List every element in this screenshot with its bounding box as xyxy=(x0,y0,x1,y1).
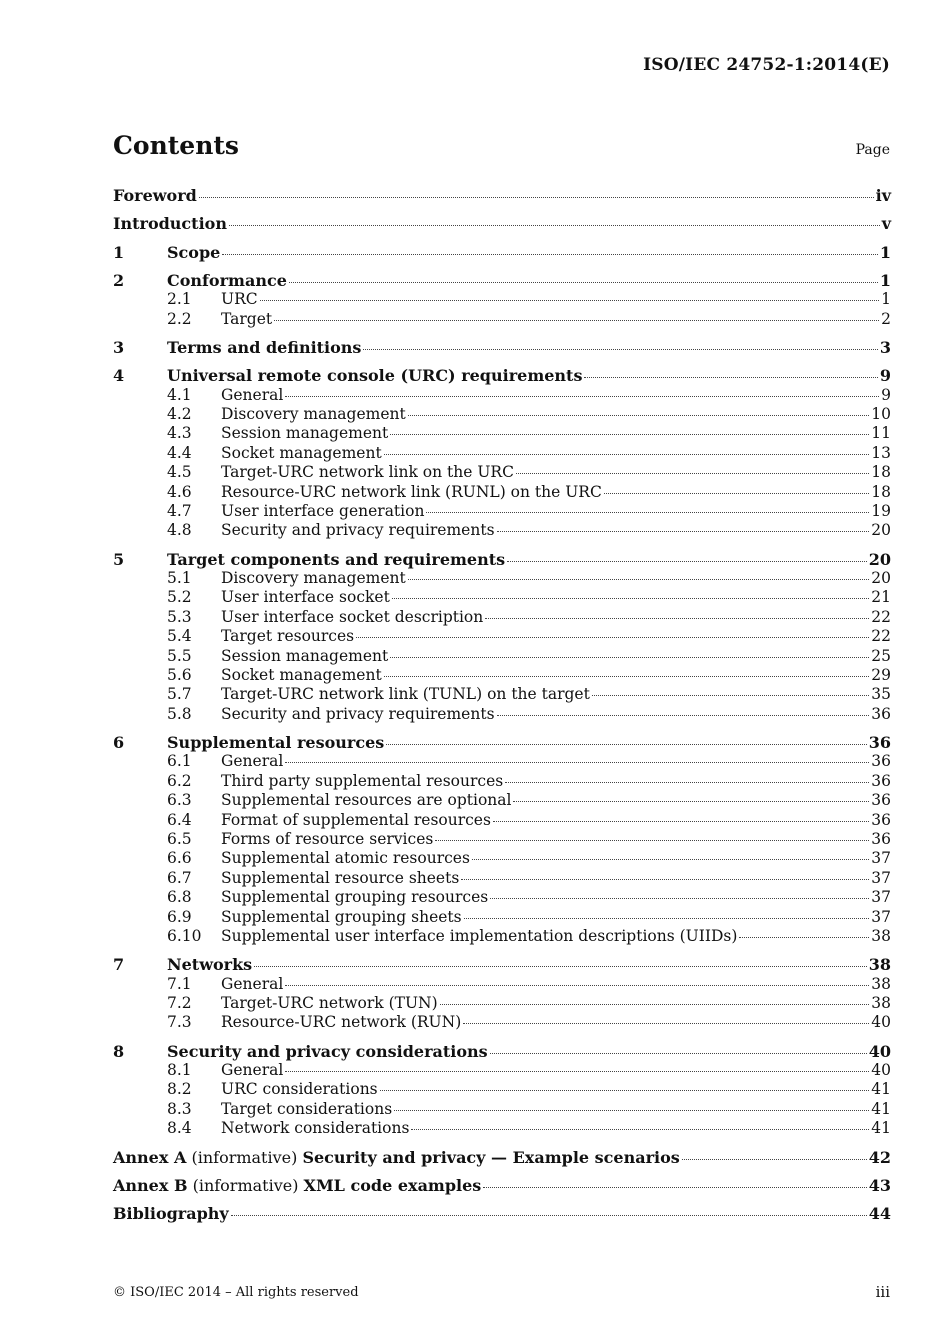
toc-page: 37 xyxy=(871,888,891,907)
toc-page: 40 xyxy=(868,1041,891,1061)
toc-title: Security and privacy requirements xyxy=(221,704,495,723)
toc-title: Supplemental grouping resources xyxy=(221,888,489,907)
toc-title-post: Security and privacy — Example scenarios xyxy=(302,1147,680,1167)
dot-leader xyxy=(285,985,869,986)
dot-leader xyxy=(356,637,869,638)
toc-page: 18 xyxy=(871,482,891,501)
toc-subentry[interactable] xyxy=(113,310,891,329)
toc-title: Supplemental user interface implementation descriptions (UIIDs) xyxy=(221,926,738,945)
toc-title: Session management xyxy=(221,424,389,443)
toc-number: 5.2 xyxy=(167,588,192,607)
toc-title-mid: (informative) xyxy=(186,1147,303,1167)
toc-subentry[interactable] xyxy=(113,830,891,849)
dot-leader xyxy=(363,349,877,350)
toc-title: Socket management xyxy=(221,443,382,462)
toc-entry[interactable] xyxy=(113,550,891,569)
toc-page: 1 xyxy=(879,270,891,290)
table-of-contents xyxy=(113,186,891,1224)
toc-number: 2.2 xyxy=(167,309,192,328)
toc-subentry[interactable] xyxy=(113,1119,891,1138)
dot-leader xyxy=(483,1187,866,1188)
toc-title: Discovery management xyxy=(221,568,406,587)
toc-subentry[interactable] xyxy=(113,705,891,724)
toc-page: 38 xyxy=(871,974,891,993)
dot-leader xyxy=(604,493,869,494)
toc-page: 20 xyxy=(871,521,891,540)
document-id: ISO/IEC 24752-1:2014(E) xyxy=(643,55,890,75)
dot-leader xyxy=(199,197,874,198)
dot-leader xyxy=(229,225,880,226)
toc-title: Scope xyxy=(167,242,221,262)
dot-leader xyxy=(392,598,869,599)
toc-title: Discovery management xyxy=(221,404,406,423)
dot-leader xyxy=(513,801,869,802)
toc-entry[interactable] xyxy=(113,271,891,290)
toc-number: 6.3 xyxy=(167,791,192,810)
page-title: Contents xyxy=(113,131,240,160)
toc-subentry[interactable] xyxy=(113,685,891,704)
toc-page: 1 xyxy=(879,242,891,262)
toc-subentry[interactable] xyxy=(113,927,891,946)
toc-subentry[interactable] xyxy=(113,444,891,463)
dot-leader xyxy=(426,512,869,513)
page-number: iii xyxy=(875,1283,890,1301)
toc-number: 7.3 xyxy=(167,1013,192,1032)
toc-title: General xyxy=(221,385,284,404)
toc-number: 4.2 xyxy=(167,404,192,423)
toc-page: 9 xyxy=(879,366,891,386)
toc-title: Target-URC network link on the URC xyxy=(221,463,514,482)
dot-leader xyxy=(493,821,869,822)
toc-page: iv xyxy=(875,186,891,205)
toc-number: 5 xyxy=(113,549,125,569)
toc-title: Supplemental resource sheets xyxy=(221,868,460,887)
toc-page: 21 xyxy=(871,588,891,607)
toc-number: 4.1 xyxy=(167,385,192,404)
toc-subentry[interactable] xyxy=(113,791,891,810)
dot-leader xyxy=(497,531,870,532)
toc-page: 3 xyxy=(879,337,891,357)
toc-number: 4.4 xyxy=(167,443,192,462)
toc-title: Network considerations xyxy=(221,1119,410,1138)
toc-page: 37 xyxy=(871,907,891,926)
toc-page: 29 xyxy=(871,665,891,684)
toc-number: 5.5 xyxy=(167,646,192,665)
toc-page: v xyxy=(881,214,891,234)
toc-subentry[interactable] xyxy=(113,849,891,868)
toc-title: Supplemental grouping sheets xyxy=(221,907,462,926)
toc-title-pre: Annex B xyxy=(113,1175,188,1195)
toc-title-mid: (informative) xyxy=(187,1175,304,1195)
toc-page: 36 xyxy=(871,810,891,829)
toc-subentry[interactable] xyxy=(113,1013,891,1032)
dot-leader xyxy=(435,840,869,841)
toc-number: 7.2 xyxy=(167,994,192,1012)
toc-subentry[interactable] xyxy=(113,608,891,627)
dot-leader xyxy=(285,396,879,397)
toc-page: 37 xyxy=(871,849,891,868)
toc-page: 44 xyxy=(868,1204,891,1224)
dot-leader xyxy=(254,966,867,967)
dot-leader xyxy=(440,1004,870,1005)
toc-subentry[interactable] xyxy=(113,908,891,927)
toc-page: 36 xyxy=(868,733,891,753)
toc-page: 20 xyxy=(871,568,891,587)
page-column-label: Page xyxy=(855,142,890,158)
toc-number: 6.4 xyxy=(167,810,192,829)
toc-title: User interface generation xyxy=(221,501,425,520)
toc-number: 6.2 xyxy=(167,771,192,790)
toc-title-post: XML code examples xyxy=(303,1175,482,1195)
toc-page: 37 xyxy=(871,868,891,887)
dot-leader xyxy=(390,434,869,435)
toc-title: Target considerations xyxy=(221,1099,393,1118)
dot-leader xyxy=(505,782,869,783)
toc-title: General xyxy=(221,1061,284,1080)
toc-subentry[interactable] xyxy=(113,994,891,1013)
dot-leader xyxy=(380,1090,870,1091)
toc-title: Format of supplemental resources xyxy=(221,810,491,829)
toc-number: 4.5 xyxy=(167,463,192,482)
toc-subentry[interactable] xyxy=(113,405,891,424)
toc-page: 38 xyxy=(871,994,891,1012)
toc-subentry[interactable] xyxy=(113,666,891,685)
toc-subentry[interactable] xyxy=(113,1100,891,1119)
toc-title: Socket management xyxy=(221,665,382,684)
toc-page: 20 xyxy=(868,549,891,569)
toc-subentry[interactable] xyxy=(113,521,891,540)
toc-page: 41 xyxy=(871,1080,891,1099)
dot-leader xyxy=(490,1053,867,1054)
toc-title: Bibliography xyxy=(113,1204,229,1224)
toc-subentry[interactable] xyxy=(113,811,891,830)
toc-number: 6.1 xyxy=(167,752,192,771)
copyright-notice: © ISO/IEC 2014 – All rights reserved xyxy=(113,1285,359,1300)
dot-leader xyxy=(260,300,880,301)
toc-subentry[interactable] xyxy=(113,888,891,907)
dot-leader xyxy=(592,695,869,696)
toc-subentry[interactable] xyxy=(113,1061,891,1080)
dot-leader xyxy=(461,879,869,880)
toc-page: 9 xyxy=(881,385,891,404)
toc-entry[interactable] xyxy=(113,186,891,205)
dot-leader xyxy=(516,473,869,474)
toc-page: 36 xyxy=(871,752,891,771)
toc-subentry[interactable] xyxy=(113,1080,891,1099)
toc-number: 6.5 xyxy=(167,829,192,848)
toc-entry[interactable] xyxy=(113,733,891,752)
dot-leader xyxy=(384,676,870,677)
toc-subentry[interactable] xyxy=(113,647,891,666)
toc-page: 42 xyxy=(868,1147,891,1167)
toc-subentry[interactable] xyxy=(113,463,891,482)
toc-page: 40 xyxy=(871,1013,891,1032)
toc-number: 4.6 xyxy=(167,482,192,501)
dot-leader xyxy=(222,254,878,255)
toc-page: 2 xyxy=(881,309,891,328)
toc-title: Universal remote console (URC) requirements xyxy=(167,366,583,386)
toc-number: 2 xyxy=(113,270,125,290)
toc-subentry[interactable] xyxy=(113,386,891,405)
toc-page: 36 xyxy=(871,791,891,810)
toc-title xyxy=(113,1148,680,1167)
toc-page: 38 xyxy=(871,926,891,945)
toc-number: 5.3 xyxy=(167,607,192,626)
toc-title: Security and privacy considerations xyxy=(167,1041,488,1061)
toc-subentry[interactable] xyxy=(113,627,891,646)
dot-leader xyxy=(394,1110,869,1111)
toc-title: URC considerations xyxy=(221,1080,378,1099)
toc-subentry[interactable] xyxy=(113,569,891,588)
dot-leader xyxy=(231,1215,867,1216)
toc-page: 41 xyxy=(871,1119,891,1138)
toc-page: 36 xyxy=(871,771,891,790)
toc-title: General xyxy=(221,752,284,771)
toc-entry[interactable] xyxy=(113,955,891,974)
toc-number: 4.7 xyxy=(167,501,192,520)
toc-page: 43 xyxy=(868,1175,891,1195)
toc-page: 36 xyxy=(871,829,891,848)
toc-title: Session management xyxy=(221,646,389,665)
toc-title: General xyxy=(221,974,284,993)
dot-leader xyxy=(464,918,870,919)
toc-title: Foreword xyxy=(113,186,197,205)
toc-number: 4.3 xyxy=(167,424,192,443)
toc-number: 1 xyxy=(113,242,125,262)
dot-leader xyxy=(384,454,870,455)
toc-title: Target xyxy=(221,309,273,328)
toc-subentry[interactable] xyxy=(113,772,891,791)
toc-number: 5.7 xyxy=(167,685,192,704)
toc-number: 2.1 xyxy=(167,290,192,309)
toc-subentry[interactable] xyxy=(113,975,891,994)
toc-number: 5.6 xyxy=(167,665,192,684)
toc-number: 6.9 xyxy=(167,907,192,926)
toc-title: URC xyxy=(221,290,258,309)
toc-title: Target-URC network link (TUNL) on the target xyxy=(221,685,590,704)
toc-title: User interface socket xyxy=(221,588,390,607)
dot-leader xyxy=(490,898,869,899)
toc-title: Third party supplemental resources xyxy=(221,771,504,790)
dot-leader xyxy=(485,618,869,619)
toc-subentry[interactable] xyxy=(113,424,891,443)
dot-leader xyxy=(289,282,878,283)
toc-entry[interactable] xyxy=(113,214,891,233)
toc-page: 22 xyxy=(871,627,891,646)
toc-entry[interactable] xyxy=(113,1176,891,1195)
toc-page: 19 xyxy=(871,501,891,520)
dot-leader xyxy=(497,715,870,716)
toc-title: Resource-URC network (RUN) xyxy=(221,1013,462,1032)
toc-number: 5.4 xyxy=(167,627,192,646)
toc-number: 7.1 xyxy=(167,974,192,993)
toc-title xyxy=(113,1176,481,1195)
toc-title: Introduction xyxy=(113,214,227,234)
dot-leader xyxy=(411,1129,869,1130)
toc-number: 7 xyxy=(113,955,125,975)
toc-number: 4.8 xyxy=(167,521,192,540)
toc-number: 5.1 xyxy=(167,568,192,587)
toc-entry[interactable] xyxy=(113,243,891,262)
dot-leader xyxy=(285,762,869,763)
dot-leader xyxy=(507,561,867,562)
toc-page: 40 xyxy=(871,1061,891,1080)
toc-page: 35 xyxy=(871,685,891,704)
toc-page: 18 xyxy=(871,463,891,482)
toc-title: Resource-URC network link (RUNL) on the URC xyxy=(221,482,602,501)
toc-page: 1 xyxy=(881,290,891,309)
toc-subentry[interactable] xyxy=(113,483,891,502)
toc-title: Forms of resource services xyxy=(221,829,434,848)
toc-number: 6.6 xyxy=(167,849,192,868)
dot-leader xyxy=(386,744,866,745)
toc-subentry[interactable] xyxy=(113,290,891,309)
toc-number: 8.1 xyxy=(167,1061,192,1080)
toc-number: 4 xyxy=(113,366,125,386)
toc-title: Target components and requirements xyxy=(167,549,506,569)
toc-number: 8 xyxy=(113,1041,125,1061)
toc-title: User interface socket description xyxy=(221,607,484,626)
toc-number: 8.4 xyxy=(167,1119,192,1138)
toc-page: 10 xyxy=(871,404,891,423)
toc-title-pre: Annex A xyxy=(113,1147,187,1167)
toc-page: 41 xyxy=(871,1099,891,1118)
toc-title: Target-URC network (TUN) xyxy=(221,994,438,1012)
toc-page: 36 xyxy=(871,704,891,723)
toc-title: Security and privacy requirements xyxy=(221,521,495,540)
toc-title: Supplemental atomic resources xyxy=(221,849,470,868)
toc-title: Terms and definitions xyxy=(167,337,362,357)
dot-leader xyxy=(274,320,879,321)
dot-leader xyxy=(408,579,870,580)
toc-number: 6 xyxy=(113,733,125,753)
toc-page: 38 xyxy=(868,955,891,975)
toc-number: 6.8 xyxy=(167,888,192,907)
toc-number: 8.2 xyxy=(167,1080,192,1099)
toc-number: 5.8 xyxy=(167,704,192,723)
toc-entry[interactable] xyxy=(113,366,891,385)
toc-page: 11 xyxy=(871,424,891,443)
dot-leader xyxy=(682,1159,867,1160)
toc-entry[interactable] xyxy=(113,1042,891,1061)
dot-leader xyxy=(584,377,877,378)
toc-page: 13 xyxy=(871,443,891,462)
toc-entry[interactable] xyxy=(113,1204,891,1223)
toc-subentry[interactable] xyxy=(113,752,891,771)
toc-number: 8.3 xyxy=(167,1099,192,1118)
toc-number: 6.7 xyxy=(167,868,192,887)
dot-leader xyxy=(408,415,870,416)
dot-leader xyxy=(285,1071,869,1072)
toc-page: 25 xyxy=(871,646,891,665)
toc-subentry[interactable] xyxy=(113,502,891,521)
toc-title: Supplemental resources are optional xyxy=(221,791,512,810)
toc-page: 22 xyxy=(871,607,891,626)
dot-leader xyxy=(390,657,869,658)
toc-number: 3 xyxy=(113,337,125,357)
toc-subentry[interactable] xyxy=(113,869,891,888)
toc-entry[interactable] xyxy=(113,1148,891,1167)
dot-leader xyxy=(472,859,869,860)
dot-leader xyxy=(463,1023,869,1024)
toc-title: Networks xyxy=(167,955,253,975)
dot-leader xyxy=(739,937,869,938)
toc-number: 6.10 xyxy=(167,926,202,945)
toc-entry[interactable] xyxy=(113,338,891,357)
toc-title: Conformance xyxy=(167,270,287,290)
toc-title: Supplemental resources xyxy=(167,733,385,753)
toc-title: Target resources xyxy=(221,627,355,646)
toc-subentry[interactable] xyxy=(113,588,891,607)
